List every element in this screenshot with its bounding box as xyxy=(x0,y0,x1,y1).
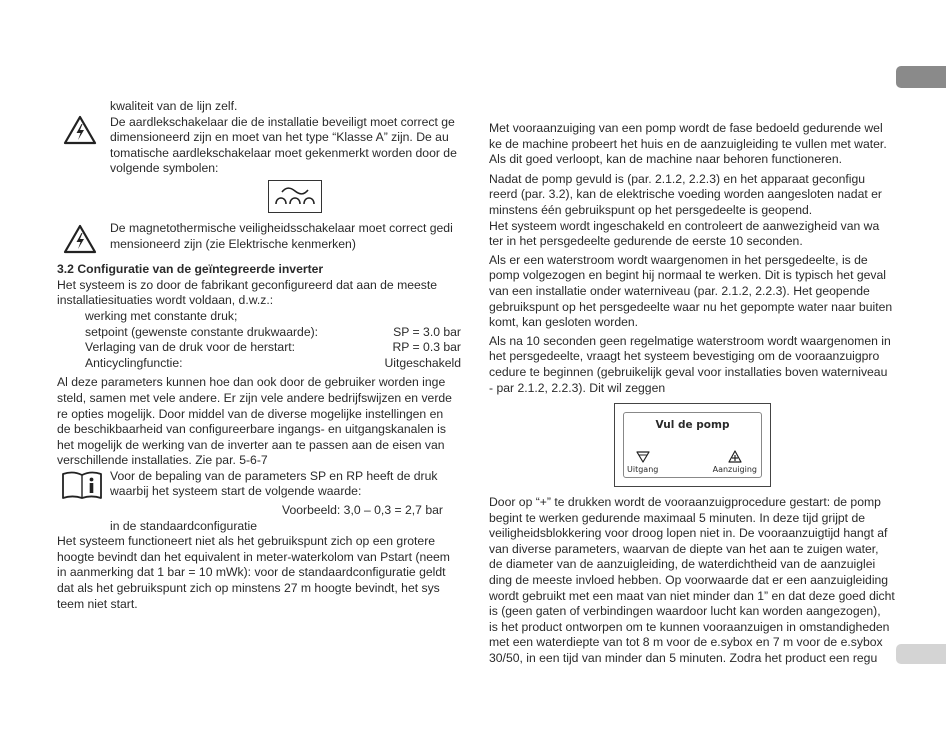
paragraph-line: wordt gebruikt met een maat van niet minder dan 1” en dat deze goed dicht xyxy=(489,588,895,603)
paragraph-line: Het systeem functioneert niet als het gebruikspunt zich op een grotere xyxy=(57,534,436,549)
display-figure xyxy=(614,403,771,487)
info-block xyxy=(57,469,463,500)
paragraph-line: het mogelijk de werking van de inverter aan te passen aan de eisen van xyxy=(57,437,445,452)
right-column xyxy=(489,121,895,667)
exit-button[interactable] xyxy=(627,451,658,474)
param-row xyxy=(57,340,463,356)
paragraph-line: Het systeem wordt ingeschakeld en controleert de aanwezigheid van wa xyxy=(489,218,880,233)
paragraph-line: Met vooraanzuiging van een pomp wordt de fase bedoeld gedurende wel xyxy=(489,121,883,135)
prime-button-label: Aanzuiging xyxy=(712,465,757,475)
rcd-symbol-box xyxy=(268,180,322,213)
electrical-warning-icon xyxy=(63,224,97,254)
constant-pressure-text: werking met constante druk; xyxy=(85,308,238,323)
paragraph-line: minstens één gebruikspunt op het persgedeelte is geopend. xyxy=(489,202,813,217)
page-tab-bottom xyxy=(896,644,946,664)
paragraph-line: het persgedeelte, vraagt het systeem bevestiging om de vooraanzuigpro xyxy=(489,349,880,364)
paragraph-line: Als na 10 seconden geen regelmatige waterstroom wordt waargenomen in xyxy=(489,333,891,348)
param-value: RP = 0.3 bar xyxy=(392,340,461,355)
intro-line: Het systeem is zo door de fabrikant geconfigureerd dat aan de meeste xyxy=(57,277,438,292)
paragraph-line: cedure te beginnen (gebruikelijk geval voor installaties boven waterniveau xyxy=(489,364,888,379)
line-quality-text: kwaliteit van de lijn zelf. xyxy=(110,99,238,113)
electrical-warning-icon xyxy=(63,115,97,145)
rcd-warning-line: dimensioneerd zijn en moet van het type “Klasse A” zijn. De au xyxy=(110,130,449,145)
paragraph-line: 30/50, in een tijd van minder dan 5 minuten. Zodra het product een regu xyxy=(489,651,878,666)
paragraph-line: Nadat de pomp gevuld is (par. 2.1.2, 2.2.3) en het apparaat geconfigu xyxy=(489,171,866,186)
breaker-warning-line: mensioneerd zijn (zie Elektrische kenmerken) xyxy=(110,236,356,251)
param-label: Verlaging van de druk voor de herstart: xyxy=(85,340,296,355)
paragraph-line: pomp volgezogen en begint hij normaal te werken. Dit is typisch het geval xyxy=(489,268,886,283)
paragraph-line: gebruikspunt op het persgedeelte waar nu het gepompte water naar buiten xyxy=(489,299,893,314)
exit-icon xyxy=(636,451,650,463)
section-title: 3.2 Configuratie van de geïntegreerde inverter xyxy=(57,262,324,277)
paragraph-line: - par 2.1.2, 2.2.3). Dit wil zeggen xyxy=(489,380,666,395)
paragraph-line: is het product ontworpen om te kunnen vooraanzuigen in omstandigheden xyxy=(489,619,890,634)
paragraph-line: de beschikbaarheid van configureerbare ingangs- en uitgangskanalen is xyxy=(57,422,446,437)
rcd-warning-block xyxy=(57,99,463,177)
param-label: setpoint (gewenste constante drukwaarde): xyxy=(85,324,319,339)
water-flow-paragraph xyxy=(489,253,895,331)
paragraph-line: steld, samen met vele andere. Er zijn vele andere bedrijfswijzen en verde xyxy=(57,390,452,405)
paragraph-line: verschillende installaties. Zie par. 5-6-7 xyxy=(57,453,268,468)
prime-button[interactable] xyxy=(713,450,757,474)
priming-procedure-paragraph xyxy=(489,495,895,667)
screen-title: Vul de pomp xyxy=(655,419,730,432)
breaker-warning-block xyxy=(57,221,463,252)
paragraph-line: hoogte bevindt dan het equivalent in meter-waterkolom van Pstart (neem xyxy=(57,549,450,564)
info-line: Voor de bepaling van de parameters SP en RP heeft de druk xyxy=(110,468,438,483)
param-value: Uitgeschakeld xyxy=(384,355,461,370)
info-book-icon xyxy=(61,470,103,500)
rcd-class-a-symbol-icon xyxy=(272,184,318,208)
filled-pump-paragraph xyxy=(489,172,895,219)
paragraph-line: Door op “+” te drukken wordt de vooraanzuigprocedure gestart: de pomp xyxy=(489,495,881,510)
default-config-text: in de standaardconfiguratie xyxy=(110,518,258,533)
example-text: Voorbeeld: 3,0 – 0,3 = 2,7 bar xyxy=(282,503,443,518)
breaker-warning-line: De magnetothermische veiligheidsschakelaar moet correct gedi xyxy=(110,220,453,235)
system-check-paragraph xyxy=(489,219,895,250)
paragraph-line: dat als het gebruikspunt zich op minstens 27 m hoogte bevindt, het sys xyxy=(57,581,440,596)
plus-icon xyxy=(728,450,742,463)
paragraph-line: in aanmerking dat 1 bar = 10 mWk): voor de standaardconfiguratie geldt xyxy=(57,565,446,580)
paragraph-line: veiligheidsblokkering voor droog lopen niet in. De vooraanzuigtijd hangt af xyxy=(489,526,888,541)
pump-display-screen xyxy=(623,412,762,478)
page-tab-top xyxy=(896,66,946,88)
paragraph-line: van diverse parameters, waarvan de diepte van het aan te zuigen water, xyxy=(489,541,879,556)
no-flow-paragraph xyxy=(489,334,895,396)
paragraph-line: de diameter van de aanzuigleiding, de waterdichtheid van de aanzuiglei xyxy=(489,557,876,572)
paragraph-line: met een waterdiepte van tot 8 m voor de e.sybox en 7 m voor de e.sybox xyxy=(489,635,883,650)
param-value: SP = 3.0 bar xyxy=(393,324,461,339)
info-line: waarbij het systeem start de volgende waarde: xyxy=(110,484,362,499)
rcd-warning-line: De aardlekschakelaar die de installatie beveiligt moet correct ge xyxy=(110,114,455,129)
paragraph-line: is (geen gaten of verbindingen waardoor lucht kan worden aangezogen), xyxy=(489,604,881,619)
paragraph-line: Al deze parameters kunnen hoe dan ook door de gebruiker worden inge xyxy=(57,375,446,390)
paragraph-line: van een installatie onder waterniveau (par. 2.1.2, 2.2.3). Het geopende xyxy=(489,283,870,298)
intro-line: installatiesituaties wordt voldaan, d.w.z.: xyxy=(57,293,274,308)
rcd-warning-line: volgende symbolen: xyxy=(110,161,219,176)
paragraph-line: reerd (par. 3.2), kan de elektrische voeding worden aangesloten nadat er xyxy=(489,187,882,202)
paragraph-line: ding de meeste invloed hebben. Op voorwaarde dat er een aanzuigleiding xyxy=(489,573,889,588)
paragraph-line: Als dit goed verloopt, kan de machine naar behoren functioneren. xyxy=(489,152,842,167)
param-label: Anticyclingfunctie: xyxy=(85,355,183,370)
priming-intro-paragraph xyxy=(489,121,895,168)
paragraph-line: ke de machine probeert het huis en de aanzuigleiding te vullen met water. xyxy=(489,136,887,151)
left-column xyxy=(57,99,463,612)
paragraph-line: re opties mogelijk. Door middel van de diverse mogelijke instellingen en xyxy=(57,406,444,421)
paragraph-line: Als er een waterstroom wordt waargenomen in het persgedeelte, is de xyxy=(489,252,868,267)
param-row xyxy=(57,356,463,372)
rcd-warning-line: tomatische aardlekschakelaar moet gekenmerkt worden door de xyxy=(110,145,457,160)
height-paragraph xyxy=(57,534,463,612)
paragraph-line: begint te werken gedurende maximaal 5 minuten. In deze tijd grijpt de xyxy=(489,510,866,525)
paragraph-line: ter in het persgedeelte gedurende de eerste 10 seconden. xyxy=(489,234,803,249)
param-row xyxy=(57,325,463,341)
paragraph-line: teem niet start. xyxy=(57,596,138,611)
parameters-paragraph xyxy=(57,375,463,469)
paragraph-line: komt, kan gesloten worden. xyxy=(489,315,639,330)
exit-button-label: Uitgang xyxy=(627,465,659,475)
